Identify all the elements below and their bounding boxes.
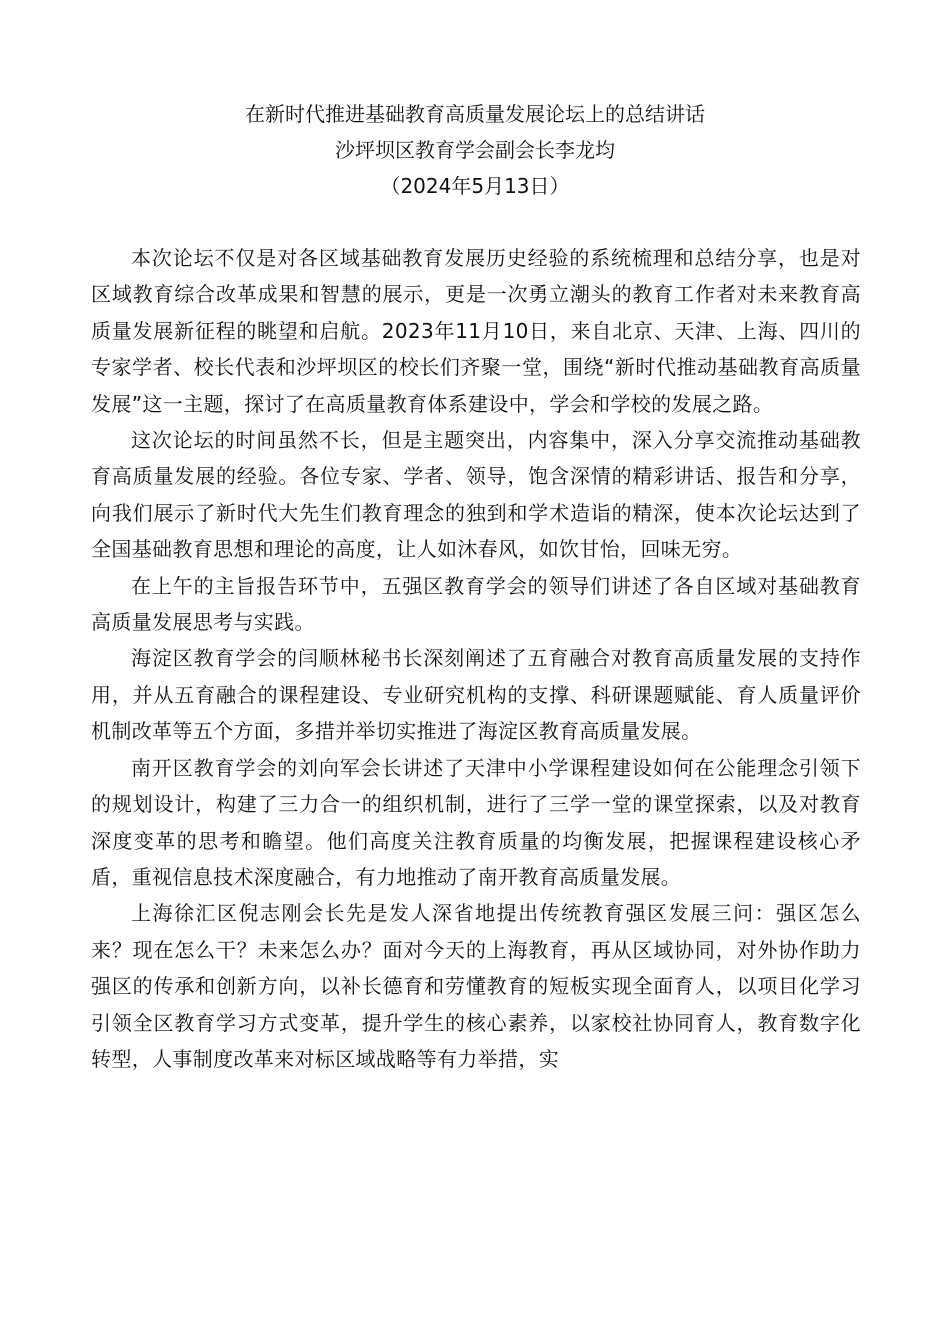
paragraph-1: 本次论坛不仅是对各区域基础教育发展历史经验的系统梳理和总结分享，也是对区域教育综合改革成果和智慧的展示，更是一次勇立潮头的教育工作者对未来教育高质量发展新征程的眺望和启航。2023年11月10日，来自北京、天津、上海、四川的专家学者、校长代表和沙坪坝区的校长们齐聚一堂，围绕“新时代推动基础教育高质量发展”这一主题，探讨了在高质量教育体系建设中，学会和学校的发展之路。 (91, 246, 861, 416)
paragraph-3: 在上午的主旨报告环节中，五强区教育学会的领导们讲述了各自区域对基础教育高质量发展思考与实践。 (91, 573, 861, 635)
date-line: （2024年5月13日） (380, 174, 570, 198)
paragraph-6: 上海徐汇区倪志刚会长先是发人深省地提出传统教育强区发展三问：强区怎么来？现在怎么干？未来怎么办？面对今天的上海教育，再从区域协同，对外协作助力强区的传承和创新方向，以补长德育和劳懂教育的短板实现全面育人，以项目化学习引领全区教育学习方式变革，提升学生的核心素养，以家校社协同育人，教育数字化转型，人事制度改革来对标区域战略等有力举措，实 (91, 901, 861, 1071)
speaker-line: 沙坪坝区教育学会副会长李龙均 (335, 138, 615, 162)
document-title: 在新时代推进基础教育高质量发展论坛上的总结讲话 (245, 102, 705, 126)
paragraph-2: 这次论坛的时间虽然不长，但是主题突出，内容集中，深入分享交流推动基础教育高质量发展的经验。各位专家、学者、领导，饱含深情的精彩讲话、报告和分享，向我们展示了新时代大先生们教育理念的独到和学术造诣的精深，使本次论坛达到了全国基础教育思想和理论的高度，让人如沐春风，如饮甘怡，回味无穷。 (91, 428, 861, 562)
document-header (0, 96, 950, 204)
document-body (91, 240, 861, 1077)
paragraph-5: 南开区教育学会的刘向军会长讲述了天津中小学课程建设如何在公能理念引领下的规划设计，构建了三力合一的组织机制，进行了三学一堂的课堂探索，以及对教育深度变革的思考和瞻望。他们高度关注教育质量的均衡发展，把握课程建设核心矛盾，重视信息技术深度融合，有力地推动了南开教育高质量发展。 (91, 755, 861, 889)
paragraph-4: 海淀区教育学会的闫顺林秘书长深刻阐述了五育融合对教育高质量发展的支持作用，并从五育融合的课程建设、专业研究机构的支撑、科研课题赋能、育人质量评价机制改革等五个方面，多措并举切实推进了海淀区教育高质量发展。 (91, 646, 861, 744)
